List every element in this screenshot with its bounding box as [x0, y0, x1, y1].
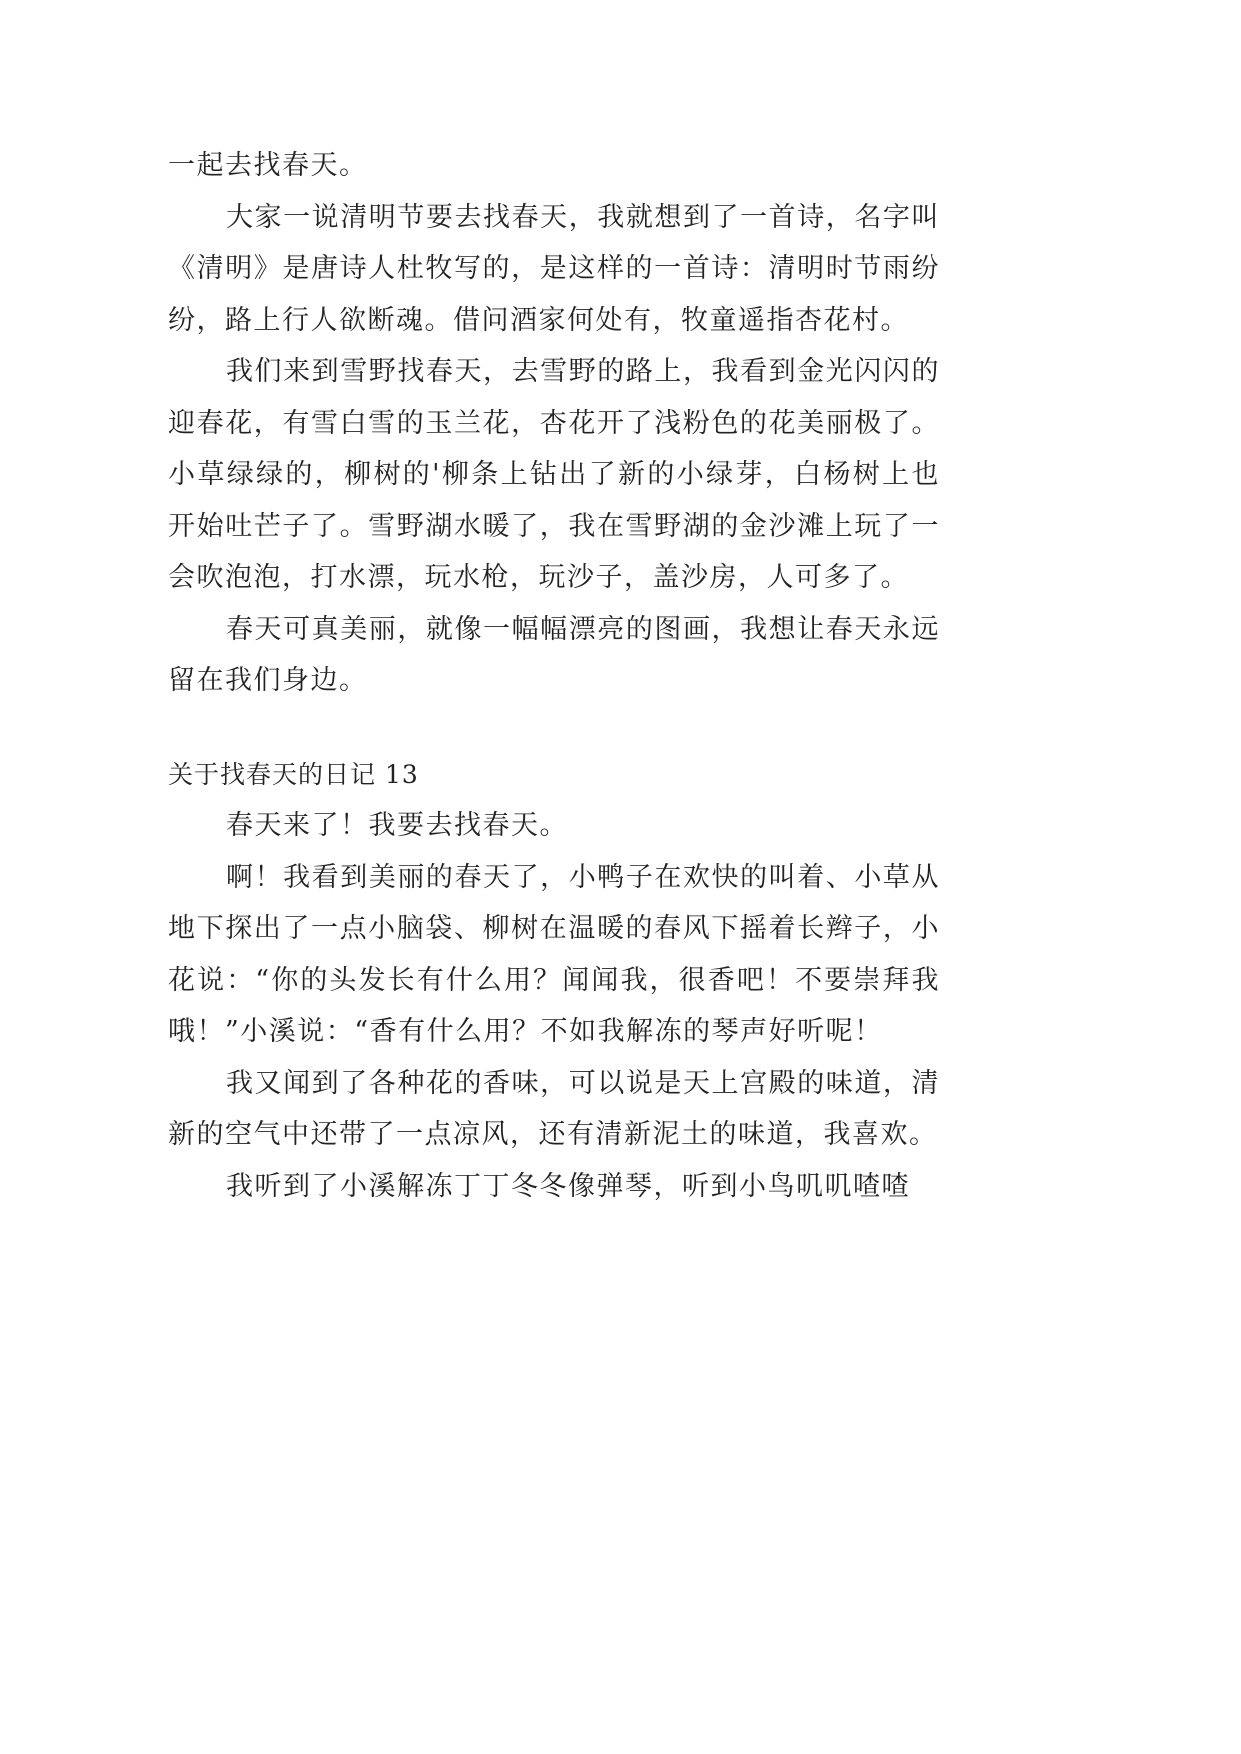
paragraph: 春天来了！我要去找春天。	[226, 810, 568, 841]
paragraph: 我们来到雪野找春天，去雪野的路上，我看到金光闪闪的迎春花，有雪白雪的玉兰花，杏花开了浅粉色的花美丽极了。小草绿绿的，柳树的'柳条上钻出了新的小绿芽，白杨树上也开始吐芒子了。雪野湖水暖了，我在雪野湖的金沙滩上玩了一会吹泡泡，打水漂，玩水枪，玩沙子，盖沙房，人可多了。	[168, 356, 940, 593]
paragraph: 我又闻到了各种花的香味，可以说是天上宫殿的味道，清新的空气中还带了一点凉风，还有清新泥土的味道，我喜欢。	[168, 1067, 940, 1150]
document-page	[168, 140, 940, 1212]
paragraph: 我听到了小溪解冻丁丁冬冬像弹琴，听到小鸟叽叽喳喳	[226, 1170, 910, 1202]
paragraph: 春天可真美丽，就像一幅幅漂亮的图画，我想让春天永远留在我们身边。	[168, 613, 940, 696]
section-title: 关于找春天的日记 13	[168, 759, 419, 789]
paragraph: 一起去找春天。	[168, 150, 368, 181]
paragraph: 啊！我看到美丽的春天了，小鸭子在欢快的叫着、小草从地下探出了一点小脑袋、柳树在温暖的春风下摇着长辫子，小花说：“你的头发长有什么用？闻闻我，很香吧！不要崇拜我哦！”小溪说：“香有什么用？不如我解冻的琴声好听呢！	[168, 861, 940, 1047]
paragraph: 大家一说清明节要去找春天，我就想到了一首诗，名字叫《清明》是唐诗人杜牧写的，是这样的一首诗：清明时节雨纷纷，路上行人欲断魂。借问酒家何处有，牧童遥指杏花村。	[168, 201, 940, 336]
